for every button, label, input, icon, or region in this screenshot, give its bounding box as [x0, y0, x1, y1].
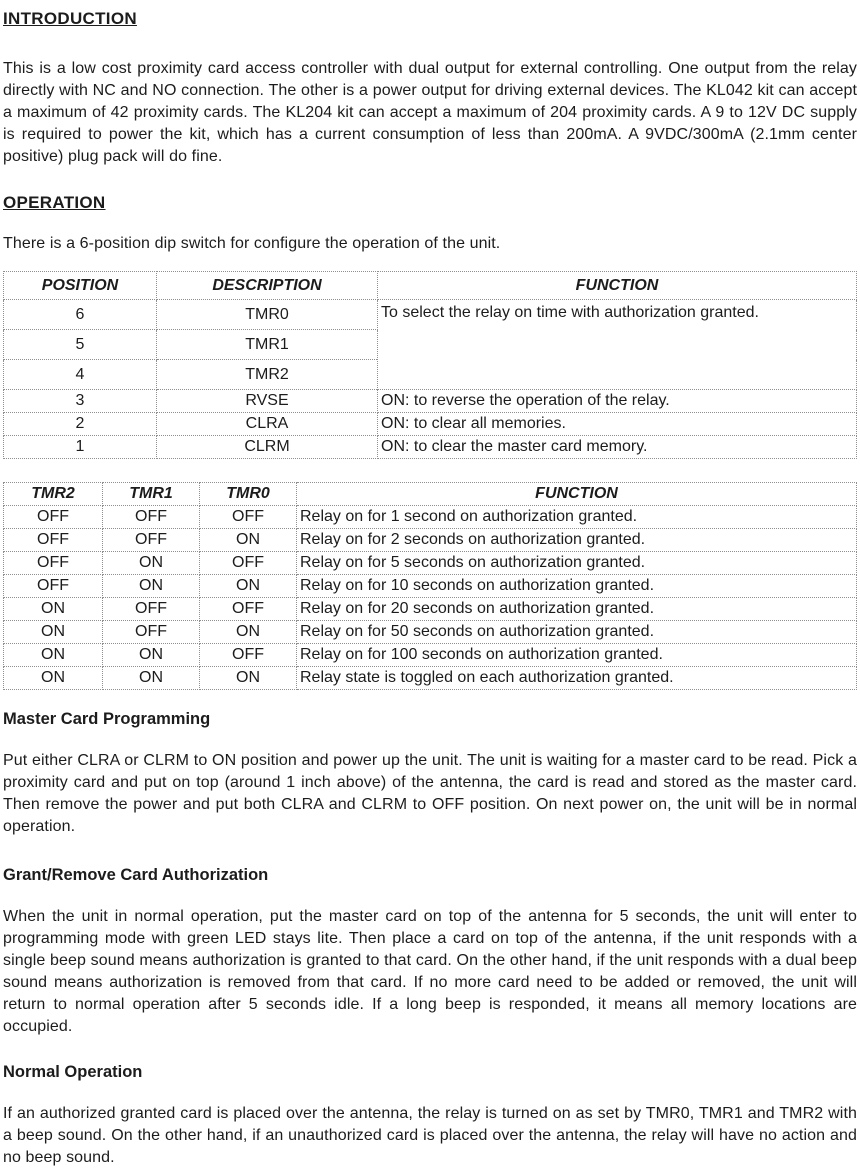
normal-operation-heading: Normal Operation [3, 1063, 143, 1081]
table-row [4, 552, 857, 575]
description-cell: TMR0 [157, 300, 378, 330]
table-row [4, 390, 857, 413]
grant-remove-authorization-heading: Grant/Remove Card Authorization [3, 866, 269, 884]
tmr0-cell: OFF [200, 598, 297, 621]
tmr2-cell: ON [4, 598, 103, 621]
master-card-programming-paragraph: Put either CLRA or CLRM to ON position and power up the unit. The unit is waiting for a master card to be read. Pick a proximity card and put on top (around 1 inch above) of the antenna, the card is read and stored as the master card. Then remove the power and put both CLRA and CLRM to OFF position. On next power on, the unit will be in normal operation. [3, 752, 857, 835]
tmr0-cell: ON [200, 621, 297, 644]
tmr1-cell: OFF [103, 621, 200, 644]
position-cell: 4 [4, 360, 157, 390]
tmr2-cell: OFF [4, 552, 103, 575]
tmr1-cell: ON [103, 644, 200, 667]
tmr1-cell: ON [103, 552, 200, 575]
function-cell: To select the relay on time with authorization granted. [378, 300, 857, 390]
function-column-header: FUNCTION [297, 483, 857, 506]
description-cell: CLRA [157, 413, 378, 436]
tmr2-cell: ON [4, 667, 103, 690]
tmr2-cell: OFF [4, 506, 103, 529]
function-column-header: FUNCTION [378, 272, 857, 300]
table-header-row [4, 272, 857, 300]
tmr0-cell: OFF [200, 552, 297, 575]
description-cell: CLRM [157, 436, 378, 459]
position-column-header: POSITION [4, 272, 157, 300]
function-cell: ON: to clear the master card memory. [378, 436, 857, 459]
table-header-row [4, 483, 857, 506]
table-row [4, 621, 857, 644]
function-cell: Relay state is toggled on each authorization granted. [297, 667, 857, 690]
operation-paragraph: There is a 6-position dip switch for configure the operation of the unit. [3, 235, 501, 252]
function-cell: Relay on for 10 seconds on authorization granted. [297, 575, 857, 598]
function-cell: ON: to reverse the operation of the relay. [378, 390, 857, 413]
tmr2-cell: OFF [4, 529, 103, 552]
table-row [4, 598, 857, 621]
function-cell: Relay on for 20 seconds on authorization granted. [297, 598, 857, 621]
tmr2-column-header: TMR2 [4, 483, 103, 506]
description-cell: RVSE [157, 390, 378, 413]
function-cell: Relay on for 5 seconds on authorization granted. [297, 552, 857, 575]
description-cell: TMR2 [157, 360, 378, 390]
table-row [4, 529, 857, 552]
master-card-programming-heading: Master Card Programming [3, 710, 211, 728]
position-cell: 5 [4, 330, 157, 360]
description-column-header: DESCRIPTION [157, 272, 378, 300]
function-cell: Relay on for 50 seconds on authorization granted. [297, 621, 857, 644]
tmr0-cell: ON [200, 667, 297, 690]
normal-operation-paragraph: If an authorized granted card is placed over the antenna, the relay is turned on as set by TMR0, TMR1 and TMR2 with a beep sound. On the other hand, if an unauthorized card is placed over the antenna, the relay will have no action and no beep sound. [3, 1105, 857, 1166]
tmr1-cell: OFF [103, 506, 200, 529]
table-row [4, 506, 857, 529]
table-row [4, 667, 857, 690]
table-row [4, 644, 857, 667]
introduction-paragraph: This is a low cost proximity card access controller with dual output for external controlling. One output from the relay directly with NC and NO connection. The other is a power output for driving external devices. The KL042 kit can accept a maximum of 42 proximity cards. The KL204 kit can accept a maximum of 204 proximity cards. A 9 to 12V DC supply is required to power the kit, which has a current consumption of less than 200mA. A 9VDC/300mA (2.1mm center positive) plug pack will do fine. [3, 60, 857, 165]
description-cell: TMR1 [157, 330, 378, 360]
function-cell: Relay on for 100 seconds on authorization granted. [297, 644, 857, 667]
position-cell: 6 [4, 300, 157, 330]
position-cell: 3 [4, 390, 157, 413]
tmr2-cell: ON [4, 621, 103, 644]
tmr0-cell: ON [200, 529, 297, 552]
table-row [4, 436, 857, 459]
table-row [4, 413, 857, 436]
table-row [4, 575, 857, 598]
position-cell: 1 [4, 436, 157, 459]
tmr1-cell: ON [103, 575, 200, 598]
tmr2-cell: ON [4, 644, 103, 667]
tmr1-cell: OFF [103, 529, 200, 552]
function-cell: Relay on for 1 second on authorization granted. [297, 506, 857, 529]
timer-settings-table [3, 482, 857, 690]
position-cell: 2 [4, 413, 157, 436]
tmr2-cell: OFF [4, 575, 103, 598]
tmr0-cell: ON [200, 575, 297, 598]
introduction-heading: INTRODUCTION [3, 9, 137, 28]
tmr0-cell: OFF [200, 506, 297, 529]
dip-switch-table [3, 271, 857, 459]
function-cell: Relay on for 2 seconds on authorization granted. [297, 529, 857, 552]
table-row [4, 300, 857, 330]
tmr1-column-header: TMR1 [103, 483, 200, 506]
function-cell: ON: to clear all memories. [378, 413, 857, 436]
tmr1-cell: OFF [103, 598, 200, 621]
tmr1-cell: ON [103, 667, 200, 690]
operation-heading: OPERATION [3, 193, 106, 212]
grant-remove-authorization-paragraph: When the unit in normal operation, put the master card on top of the antenna for 5 seconds, the unit will enter to programming mode with green LED stays lite. Then place a card on top of the antenna, if the unit responds with a single beep sound means authorization is granted to that card. On the other hand, if the unit responds with a dual beep sound means authorization is removed from that card. If no more card need to be added or removed, the unit will return to normal operation after 5 seconds idle. If a long beep is responded, it means all memory locations are occupied. [3, 908, 857, 1035]
tmr0-column-header: TMR0 [200, 483, 297, 506]
tmr0-cell: OFF [200, 644, 297, 667]
